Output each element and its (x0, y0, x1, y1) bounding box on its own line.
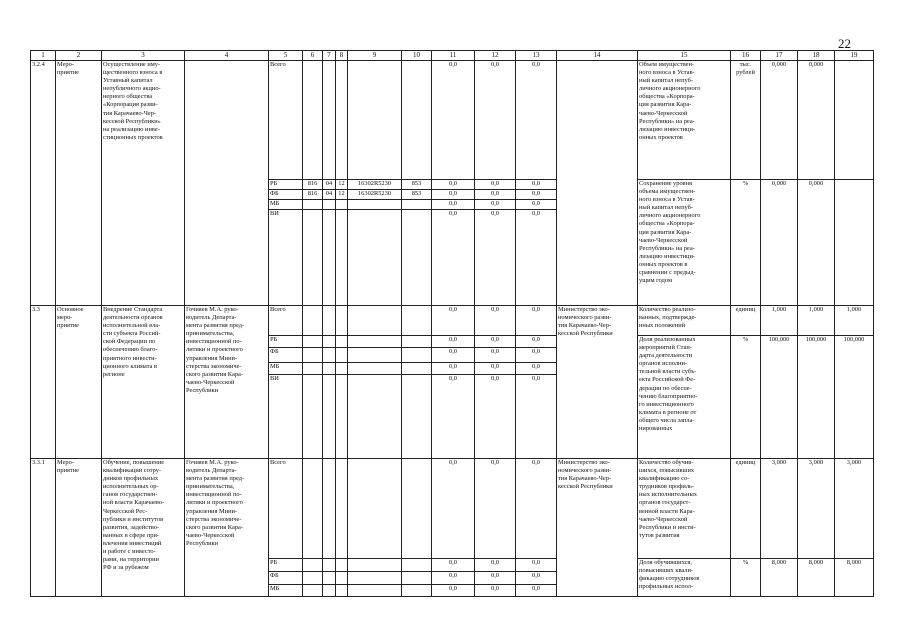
indicator-value: 3,000 (835, 459, 874, 559)
amount: 0,0 (516, 336, 557, 348)
amount: 0,0 (432, 200, 475, 210)
amount: 0,0 (516, 180, 557, 190)
col-number: 12 (475, 51, 516, 61)
budget-code (303, 200, 323, 210)
budget-code (402, 572, 432, 585)
budget-code (402, 363, 432, 375)
funding-source: ФБ (269, 572, 303, 585)
funding-source: МБ (269, 585, 303, 597)
amount: 0,0 (475, 61, 516, 180)
col-number: 9 (348, 51, 402, 61)
indicator-text: Доля реализованных мероприятий Стан- дарта деятельности органов исполни- тельной власти субъ- екта Российской Фе- дерации по обеспе- чению благоприятно- го инвестиционного климата в регионе от общего числа запла- нированных (638, 336, 731, 459)
indicator-text: Количество реализо- ванных, подтвержде- нных положений (638, 306, 731, 336)
budget-code (303, 559, 323, 572)
amount: 0,0 (475, 585, 516, 597)
amount: 0,0 (516, 559, 557, 572)
budget-code (323, 348, 336, 363)
item-ministry (557, 61, 638, 306)
funding-source: РБ (269, 559, 303, 572)
budget-code (303, 363, 323, 375)
amount: 0,0 (432, 61, 475, 180)
item-executor: Гочияев М.А. руко- водитель Департа- мента развития пред- принимательства, инвестиционной по- литики и проектного управления Мини- стерства экономиче- ского развития Кара- чаево-Черкесской Республики (185, 306, 269, 459)
amount: 0,0 (475, 559, 516, 572)
item-code: 3.2.4 (31, 61, 56, 306)
budget-code (323, 585, 336, 597)
indicator-unit: % (731, 180, 761, 306)
amount: 0,0 (516, 306, 557, 336)
amount: 0,0 (475, 190, 516, 200)
budget-code (402, 210, 432, 306)
col-number: 1 (31, 51, 56, 61)
item-type: Меро- приятие (56, 459, 102, 597)
indicator-unit: тыс. рублей (731, 61, 761, 180)
indicator-value: 1,000 (761, 306, 798, 336)
budget-code (323, 363, 336, 375)
budget-code (303, 306, 323, 336)
amount: 0,0 (475, 210, 516, 306)
budget-code (348, 336, 402, 348)
amount: 0,0 (516, 459, 557, 559)
amount: 0,0 (432, 572, 475, 585)
budget-code (402, 336, 432, 348)
column-number-row (31, 51, 874, 61)
col-number: 13 (516, 51, 557, 61)
budget-code: 04 (323, 190, 336, 200)
col-number: 2 (56, 51, 102, 61)
indicator-text: Объем имуществен- ного взноса в Устав- ный капитал непуб- личного акционерного общества «Корпора- ция развития Кара- чаево-Черкесской Республики» на реа- лизацию инвестици- онных проектов (638, 61, 731, 180)
amount: 0,0 (516, 585, 557, 597)
col-number: 5 (269, 51, 303, 61)
budget-code (323, 200, 336, 210)
budget-code (336, 459, 348, 559)
budget-code: 816 (303, 180, 323, 190)
indicator-unit: % (731, 336, 761, 459)
amount: 0,0 (432, 559, 475, 572)
amount: 0,0 (475, 459, 516, 559)
amount: 0,0 (432, 336, 475, 348)
table-row (31, 306, 874, 336)
amount: 0,0 (516, 210, 557, 306)
budget-code (402, 459, 432, 559)
amount: 0,0 (475, 375, 516, 459)
funding-source: ФБ (269, 348, 303, 363)
item-code: 3.3.1 (31, 459, 56, 597)
item-code: 3.3 (31, 306, 56, 459)
col-number: 10 (402, 51, 432, 61)
item-type: Меро- приятие (56, 61, 102, 306)
funding-source: РБ (269, 336, 303, 348)
budget-code (348, 375, 402, 459)
budget-code: 16302R5230 (348, 180, 402, 190)
col-number: 16 (731, 51, 761, 61)
col-number: 14 (557, 51, 638, 61)
item-name: Внедрение Стандарта деятельности органов исполнительной вла- сти субъекта Россий- ской Федерации по обеспечению благо- приятного инвести- ционного климата в регионе (102, 306, 185, 459)
budget-code (303, 375, 323, 459)
indicator-value: 100,000 (761, 336, 798, 459)
col-number: 8 (336, 51, 348, 61)
budget-code (303, 61, 323, 180)
amount: 0,0 (432, 459, 475, 559)
amount: 0,0 (516, 363, 557, 375)
item-name: Осуществление иму- щественного взноса в Уставный капитал непубличного акцио- нерного общества «Корпорация разви- тия Карачаево-Чер- кесской Республики» на реализацию инве- стиционных проектов (102, 61, 185, 306)
indicator-value: 1,000 (798, 306, 835, 336)
budget-code (336, 200, 348, 210)
amount: 0,0 (516, 375, 557, 459)
budget-code (402, 306, 432, 336)
indicator-value: 0,000 (798, 180, 835, 306)
indicator-value: 0,000 (761, 180, 798, 306)
indicator-text: Количество обучив- шихся, повысивших квалификацию со- трудников профиль- ных исполнительных органов государст- венной власти Кара- чаево-Черкесской Республики и инсти- тутов развития (638, 459, 731, 559)
funding-source: Всего (269, 306, 303, 336)
budget-code (336, 210, 348, 306)
amount: 0,0 (432, 210, 475, 306)
budget-code (303, 210, 323, 306)
amount: 0,0 (516, 572, 557, 585)
col-number: 19 (835, 51, 874, 61)
item-ministry: Министерство эко- номического разви- тия Карачаево-Чер- кесской Республики (557, 459, 638, 597)
col-number: 17 (761, 51, 798, 61)
budget-code: 12 (336, 190, 348, 200)
amount: 0,0 (475, 363, 516, 375)
budget-code (402, 559, 432, 572)
col-number: 3 (102, 51, 185, 61)
table-row (31, 61, 874, 180)
budget-code (348, 306, 402, 336)
item-executor (185, 61, 269, 306)
indicator-text: Сохранение уровня объема имуществен- ного взноса в Устав- ный капитал непуб- личного акционерного общества «Корпора- ция развития Кара- чаево-Черкесской Республики» на реа- лизацию инвестици- онных проектов в сравнении с предыд- ущим годом (638, 180, 731, 306)
budget-code: 12 (336, 180, 348, 190)
item-type: Основное меро- приятие (56, 306, 102, 459)
budget-code (348, 585, 402, 597)
budget-code (336, 585, 348, 597)
budget-code (336, 61, 348, 180)
col-number: 11 (432, 51, 475, 61)
indicator-value: 0,000 (798, 61, 835, 180)
funding-source: МБ (269, 363, 303, 375)
amount: 0,0 (475, 180, 516, 190)
col-number: 7 (323, 51, 336, 61)
budget-code (303, 572, 323, 585)
budget-code (336, 363, 348, 375)
budget-code (323, 306, 336, 336)
budget-code (303, 336, 323, 348)
amount: 0,0 (475, 200, 516, 210)
item-ministry: Министерство эко- номического разви- тия Карачаево-Чер- кесской Республики (557, 306, 638, 459)
budget-code: 04 (323, 180, 336, 190)
budget-code (402, 61, 432, 180)
amount: 0,0 (516, 190, 557, 200)
budget-code (303, 459, 323, 559)
budget-code (323, 572, 336, 585)
amount: 0,0 (432, 180, 475, 190)
indicator-value: 3,000 (798, 459, 835, 559)
funding-source: РБ (269, 180, 303, 190)
amount: 0,0 (432, 363, 475, 375)
budget-code (336, 572, 348, 585)
budget-code (402, 585, 432, 597)
amount: 0,0 (475, 348, 516, 363)
budget-code (348, 200, 402, 210)
table-row (31, 459, 874, 559)
page-number: 22 (838, 36, 851, 51)
funding-source: МБ (269, 200, 303, 210)
amount: 0,0 (432, 585, 475, 597)
item-name: Обучение, повышение квалификации сотру- дников профильных исполнительных ор- ганов государствен- ной власти Карачаево- Черкесской Рес- публики и институтов развития, задейство- ванных в сфере при- влечения инвестиций и работе с инвесто- рами, на территории РФ и за рубежом (102, 459, 185, 597)
funding-source: ФБ (269, 190, 303, 200)
budget-code (348, 363, 402, 375)
budget-code (303, 585, 323, 597)
funding-source: ВИ (269, 210, 303, 306)
indicator-value: 8,000 (835, 559, 874, 597)
budget-code (348, 572, 402, 585)
amount: 0,0 (516, 348, 557, 363)
budget-code (323, 375, 336, 459)
amount: 0,0 (516, 61, 557, 180)
indicator-value (835, 180, 874, 306)
budget-code (402, 200, 432, 210)
funding-source: Всего (269, 459, 303, 559)
budget-code (402, 348, 432, 363)
budget-code (303, 348, 323, 363)
budget-code (348, 559, 402, 572)
budget-code (336, 306, 348, 336)
item-executor: Гочияев М.А. руко- водитель Департа- мента развития пред- принимательства, инвестиционной по- литики и проектного управления Мини- стерства экономиче- ского развития Кара- чаево-Черкесской Республики (185, 459, 269, 597)
indicator-value: 100,000 (835, 336, 874, 459)
col-number: 4 (185, 51, 269, 61)
budget-code (323, 559, 336, 572)
amount: 0,0 (475, 572, 516, 585)
indicator-value: 8,000 (761, 559, 798, 597)
budget-code (348, 61, 402, 180)
indicator-value (835, 61, 874, 180)
col-number: 15 (638, 51, 731, 61)
budget-code (323, 210, 336, 306)
indicator-value: 0,000 (761, 61, 798, 180)
indicator-value: 100,000 (798, 336, 835, 459)
indicator-value: 1,000 (835, 306, 874, 336)
amount: 0,0 (475, 306, 516, 336)
amount: 0,0 (516, 200, 557, 210)
budget-code: 816 (303, 190, 323, 200)
budget-code (348, 459, 402, 559)
indicator-unit: % (731, 559, 761, 597)
budget-code (323, 61, 336, 180)
indicator-unit: единиц (731, 459, 761, 559)
budget-code (336, 348, 348, 363)
amount: 0,0 (432, 348, 475, 363)
indicator-text: Доля обучившихся, повысивших квали- фикацию сотрудников профильных испол- (638, 559, 731, 597)
budget-table (30, 50, 874, 597)
budget-code (323, 459, 336, 559)
amount: 0,0 (432, 190, 475, 200)
amount: 0,0 (475, 336, 516, 348)
budget-code: 853 (402, 180, 432, 190)
col-number: 6 (303, 51, 323, 61)
budget-code (402, 375, 432, 459)
funding-source: ВИ (269, 375, 303, 459)
budget-code: 16302R5230 (348, 190, 402, 200)
budget-code (323, 336, 336, 348)
budget-code (348, 210, 402, 306)
indicator-unit: единиц (731, 306, 761, 336)
amount: 0,0 (432, 306, 475, 336)
budget-code (336, 375, 348, 459)
indicator-value: 8,000 (798, 559, 835, 597)
budget-code (336, 336, 348, 348)
budget-code (348, 348, 402, 363)
budget-code: 853 (402, 190, 432, 200)
funding-source: Всего (269, 61, 303, 180)
amount: 0,0 (432, 375, 475, 459)
indicator-value: 3,000 (761, 459, 798, 559)
col-number: 18 (798, 51, 835, 61)
budget-code (336, 559, 348, 572)
